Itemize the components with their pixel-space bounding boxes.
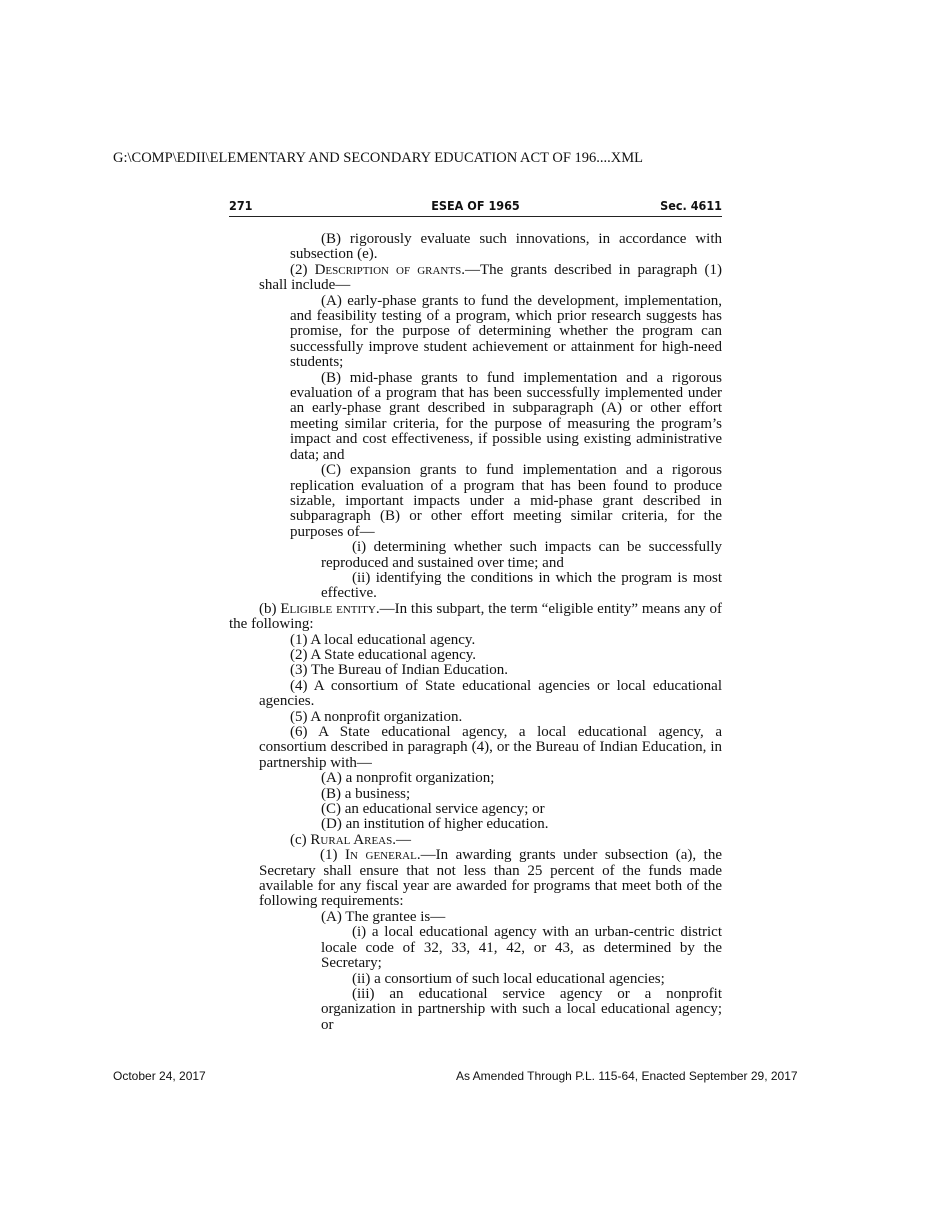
section-number: Sec. 4611 — [660, 198, 722, 213]
paragraph: (C) expansion grants to fund implementation and a rigorous replication evaluation of a program that has been found to produce sizable, important impacts under a mid-phase grant described in subparagraph (B) or other effort meeting similar criteria, for the purposes of— — [290, 462, 722, 540]
paragraph: (D) an institution of higher education. — [321, 816, 549, 833]
paragraph: (5) A nonprofit organization. — [290, 708, 463, 725]
paragraph: (3) The Bureau of Indian Education. — [290, 662, 508, 679]
paragraph: (B) rigorously evaluate such innovations, in accordance with subsection (e). — [290, 231, 722, 263]
document-body — [229, 232, 722, 1033]
paragraph: (i) determining whether such impacts can be successfully reproduced and sustained over time; and — [321, 539, 722, 571]
paragraph: (2) A State educational agency. — [290, 646, 477, 663]
paragraph-heading: In general — [345, 847, 417, 864]
paragraph-heading: Rural Areas — [310, 831, 393, 848]
paragraph: (A) a nonprofit organization; — [321, 770, 495, 787]
paragraph: (c) Rural Areas.— — [290, 831, 411, 848]
paragraph: (b) Eligible entity.—In this subpart, the term “eligible entity” means any of the following: — [229, 600, 722, 633]
act-title: ESEA OF 1965 — [431, 198, 520, 213]
footer-amended: As Amended Through P.L. 115-64, Enacted September 29, 2017 — [456, 1069, 798, 1083]
paragraph: (A) The grantee is— — [321, 908, 446, 925]
paragraph: (B) mid-phase grants to fund implementation and a rigorous evaluation of a program that has been successfully implemented under an early-phase grant described in subparagraph (A) or other effort meeting similar criteria, for the purpose of measuring the program’s impact and cost effectiveness, if possible using existing administrative data; and — [290, 369, 722, 463]
paragraph: (A) early-phase grants to fund the development, implementation, and feasibility testing of a program, which prior research suggests has promise, for the purpose of determining whether the program can successfully improve student achievement or attainment for high-need students; — [290, 292, 722, 371]
paragraph: (C) an educational service agency; or — [321, 801, 545, 818]
paragraph: (6) A State educational agency, a local educational agency, a consortium described in paragraph (4), or the Bureau of Indian Education, in partnership with— — [259, 724, 722, 771]
page-number: 271 — [229, 198, 253, 213]
file-path: G:\COMP\EDII\ELEMENTARY AND SECONDARY EDUCATION ACT OF 196....XML — [113, 150, 643, 166]
paragraph: (1) A local educational agency. — [290, 631, 476, 648]
footer-date: October 24, 2017 — [113, 1069, 206, 1083]
paragraph-heading: Description of grants — [314, 261, 462, 278]
paragraph: (iii) an educational service agency or a nonprofit organization in partnership with such a local educational agency; or — [321, 985, 722, 1033]
paragraph: (B) a business; — [321, 785, 411, 802]
paragraph: (1) In general.—In awarding grants under subsection (a), the Secretary shall ensure that not less than 25 percent of the funds made available for any fiscal year are awarded for programs that meet both of the following requirements: — [259, 847, 722, 910]
paragraph-heading: Eligible entity — [280, 600, 376, 617]
paragraph: (2) Description of grants.—The grants described in paragraph (1) shall include— — [259, 261, 722, 294]
running-header — [229, 198, 722, 217]
paragraph: (ii) a consortium of such local educational agencies; — [352, 970, 665, 987]
paragraph: (4) A consortium of State educational agencies or local educational agencies. — [259, 677, 722, 710]
paragraph: (i) a local educational agency with an urban-centric district locale code of 32, 33, 41, 42, or 43, as determined by the Secretary; — [321, 924, 722, 972]
paragraph: (ii) identifying the conditions in which the program is most effective. — [321, 569, 722, 602]
